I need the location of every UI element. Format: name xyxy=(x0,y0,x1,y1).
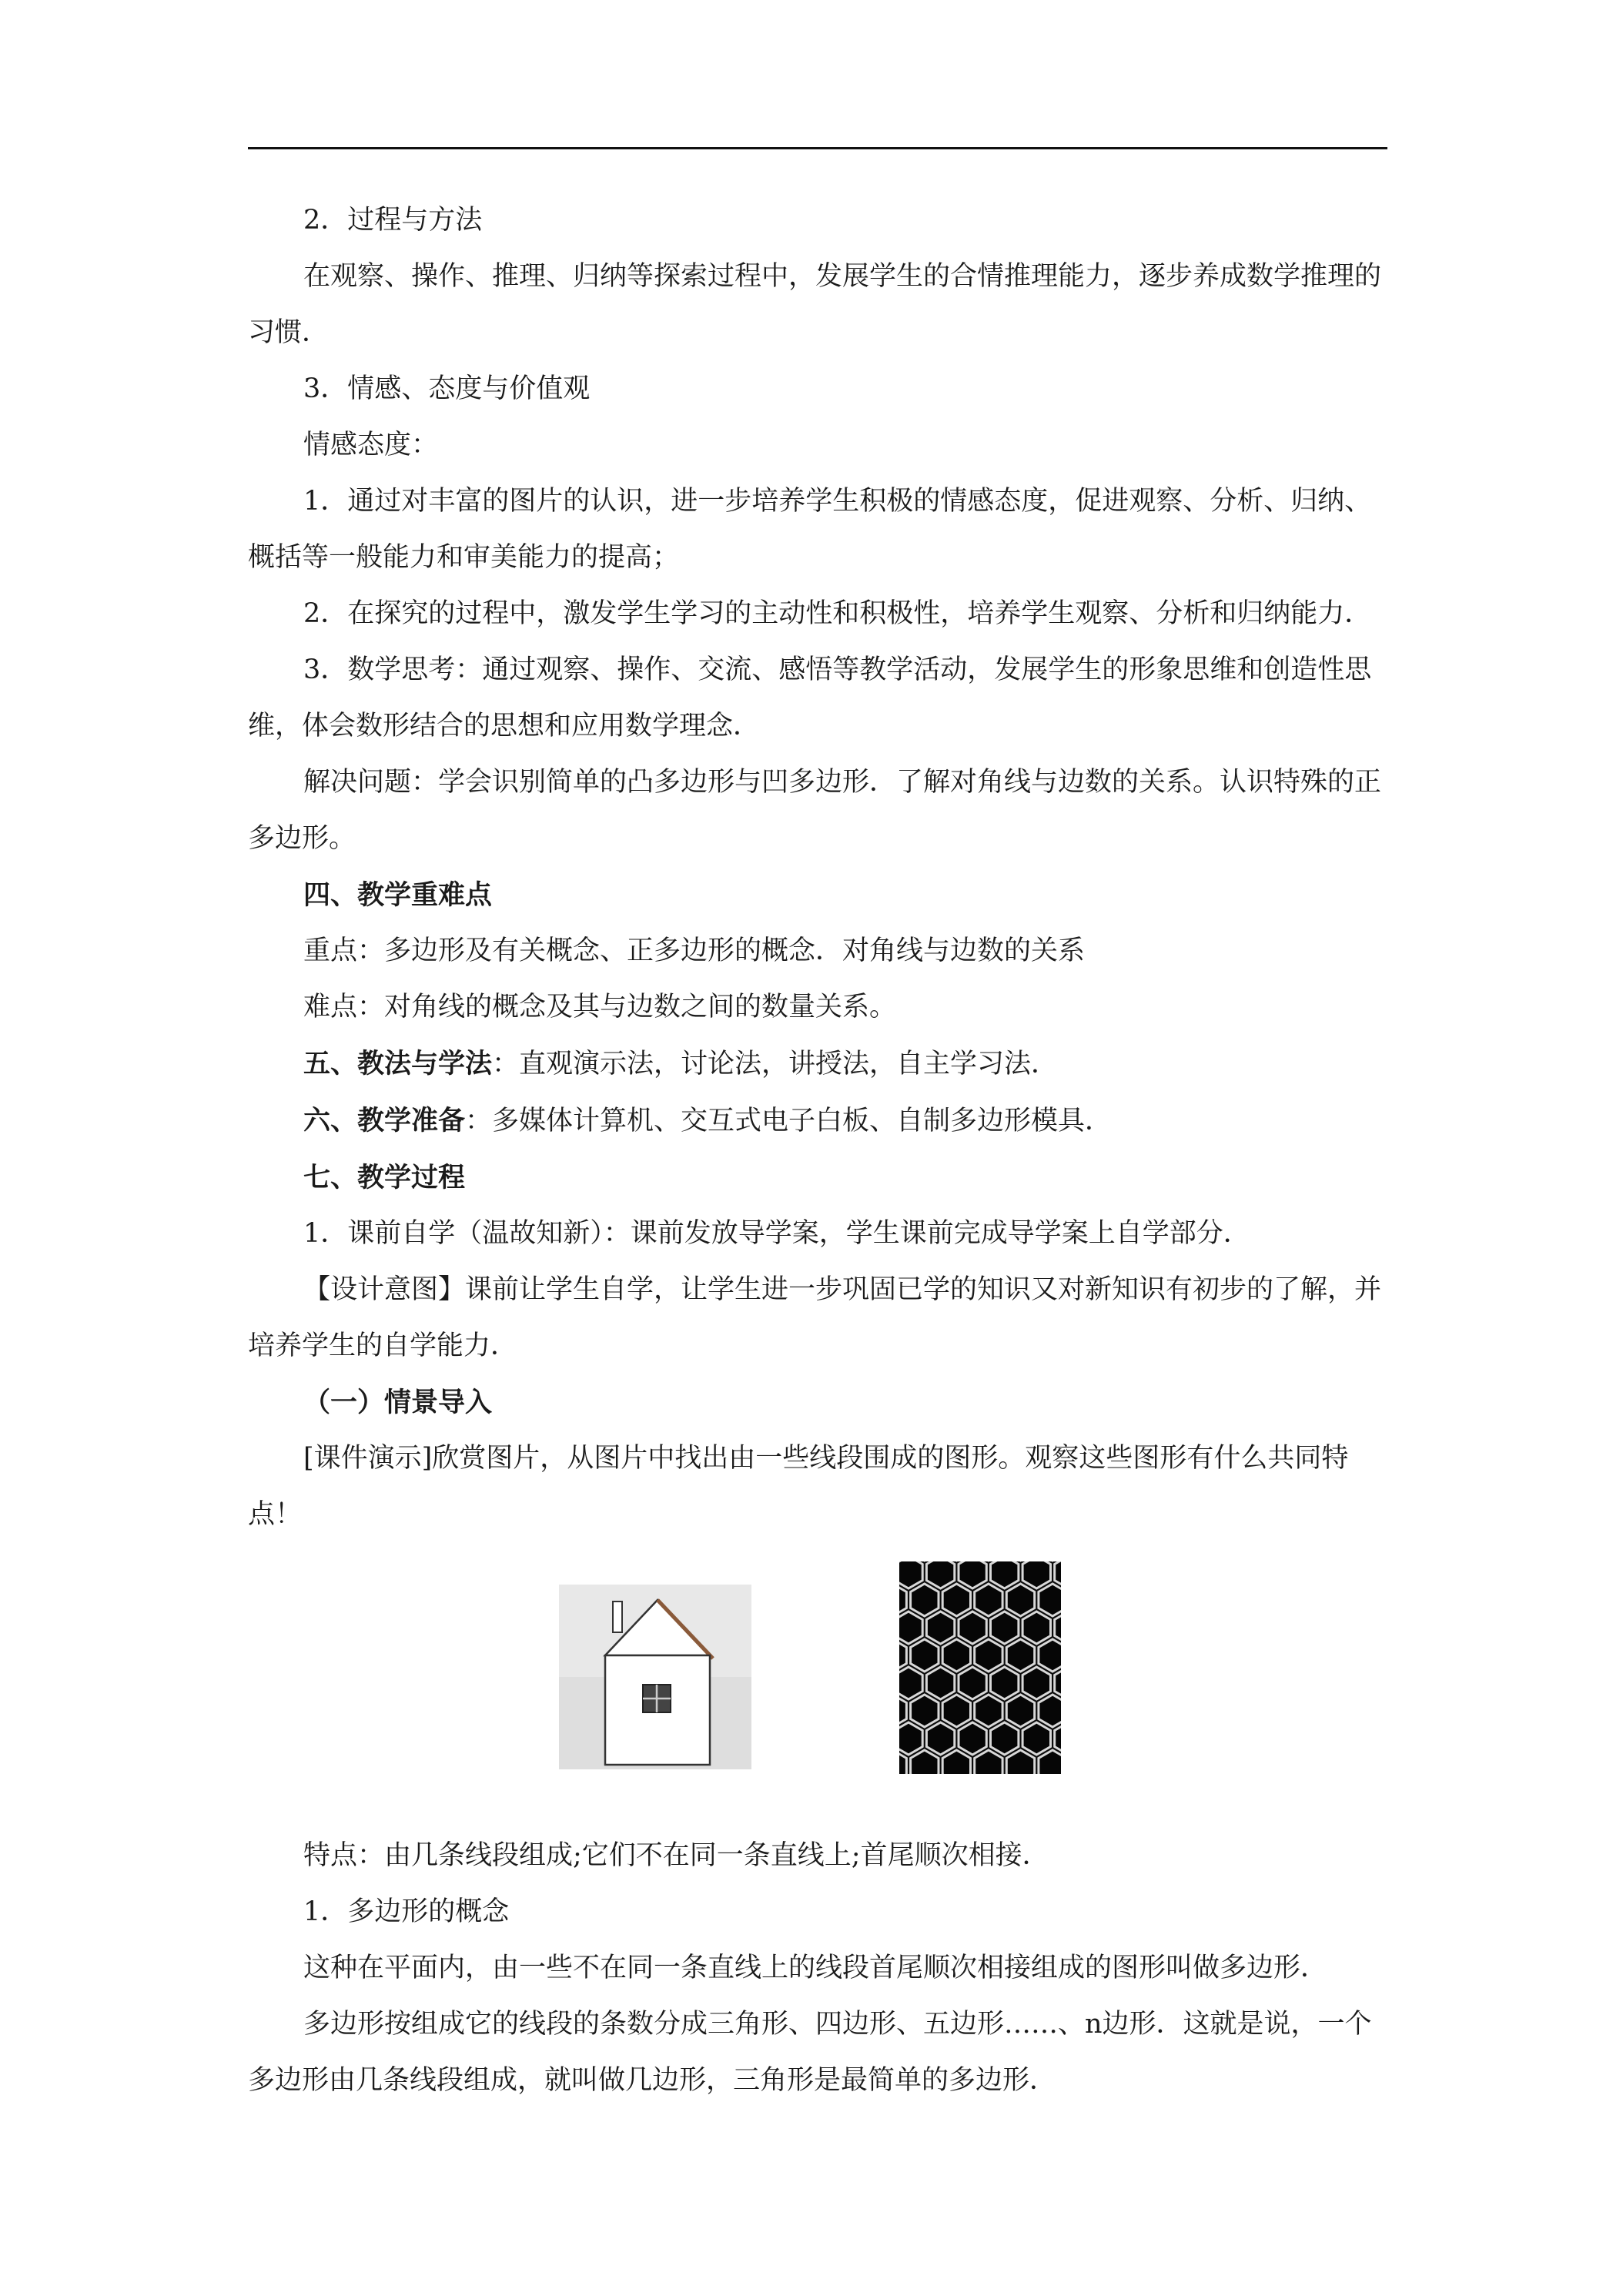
paragraph-courseware-demo: [课件演示]欣赏图片，从图片中找出由一些线段围成的图形。观察这些图形有什么共同特点！ xyxy=(248,1443,1349,1530)
honeycomb-cell xyxy=(991,1722,1019,1755)
honeycomb-cell xyxy=(1022,1612,1050,1644)
honeycomb-cell xyxy=(911,1750,939,1774)
honeycomb-cell xyxy=(991,1561,1019,1588)
honeycomb-cell xyxy=(926,1722,954,1755)
prep-label: 六、教学准备 xyxy=(303,1105,466,1136)
honeycomb-cell xyxy=(1006,1750,1034,1774)
honeycomb-cell xyxy=(1039,1584,1061,1616)
paragraph-math-thinking: 3．数学思考：通过观察、操作、交流、感悟等教学活动，发展学生的形象思维和创造性思维，体会数形结合的思想和应用数学理念． xyxy=(248,654,1372,741)
honeycomb-cell xyxy=(911,1639,939,1672)
paragraph-design-intent: 【设计意图】课前让学生自学，让学生进一步巩固已学的知识又对新知识有初步的了解，并培养学生的自学能力． xyxy=(248,1274,1382,1361)
honeycomb-cell xyxy=(975,1584,1002,1616)
honeycomb-image xyxy=(899,1561,1061,1774)
honeycomb-cell xyxy=(911,1695,939,1727)
honeycomb-cell xyxy=(942,1639,970,1672)
honeycomb-cell xyxy=(899,1584,906,1616)
methods-label: 五、教法与学法 xyxy=(303,1048,493,1079)
heading-emotion-values: 3．情感、态度与价值观 xyxy=(303,373,591,404)
house-image xyxy=(559,1585,751,1769)
heading-polygon-concept: 1．多边形的概念 xyxy=(303,1896,510,1927)
paragraph-pre-class-study: 1．课前自学（温故知新）：课前发放导学案，学生课前完成导学案上自学部分． xyxy=(303,1218,1250,1249)
paragraph-polygon-classification: 多边形按组成它的线段的条数分成三角形、四边形、五边形……、n边形．这就是说，一个多边形由几条线段组成，就叫做几边形，三角形是最简单的多边形． xyxy=(248,2009,1372,2096)
honeycomb-cell xyxy=(1006,1639,1034,1672)
label-emotion-attitude: 情感态度： xyxy=(303,430,439,460)
paragraph-process-method: 在观察、操作、推理、归纳等探索过程中，发展学生的合情推理能力，逐步养成数学推理的习惯． xyxy=(248,261,1382,348)
heading-scenario-intro: （一）情景导入 xyxy=(303,1387,493,1418)
honeycomb-cell xyxy=(899,1561,922,1588)
honeycomb-cell xyxy=(1022,1561,1050,1588)
honeycomb-cell xyxy=(975,1750,1002,1774)
prep-text: ：多媒体计算机、交互式电子白板、自制多边形模具． xyxy=(465,1106,1113,1136)
honeycomb-cell xyxy=(1022,1722,1050,1755)
honeycomb-cell xyxy=(1022,1667,1050,1699)
paragraph-problem-solving: 解决问题：学会识别简单的凸多边形与凹多边形．了解对角线与边数的关系。认识特殊的正多边形。 xyxy=(248,767,1382,854)
figure-row xyxy=(248,1561,1387,1809)
honeycomb-cell xyxy=(911,1584,939,1616)
heading-key-difficult-points: 四、教学重难点 xyxy=(303,879,493,911)
honeycomb-cell xyxy=(926,1561,954,1588)
honeycomb-cell xyxy=(899,1639,906,1672)
honeycomb-cell xyxy=(1055,1722,1061,1755)
heading-teaching-process: 七、教学过程 xyxy=(303,1162,466,1193)
paragraph-polygon-definition: 这种在平面内，由一些不在同一条直线上的线段首尾顺次相接组成的图形叫做多边形． xyxy=(303,1953,1328,1983)
honeycomb-cell xyxy=(1039,1639,1061,1672)
honeycomb-cell xyxy=(1055,1667,1061,1699)
honeycomb-cell xyxy=(975,1695,1002,1727)
honeycomb-cell xyxy=(959,1612,986,1644)
document-body xyxy=(248,192,1387,2109)
honeycomb-cell xyxy=(959,1722,986,1755)
paragraph-emotion-1: 1．通过对丰富的图片的认识，进一步培养学生积极的情感态度，促进观察、分析、归纳、概括等一般能力和审美能力的提高； xyxy=(248,486,1372,573)
heading-process-method: 2．过程与方法 xyxy=(303,205,483,236)
honeycomb-cell xyxy=(1055,1612,1061,1644)
honeycomb-cell xyxy=(926,1612,954,1644)
honeycomb-cell xyxy=(1006,1695,1034,1727)
honeycomb-cell xyxy=(942,1584,970,1616)
honeycomb-cell xyxy=(1039,1750,1061,1774)
paragraph-preparation xyxy=(248,1093,1387,1150)
house-drawing xyxy=(559,1585,751,1769)
header-rule xyxy=(248,147,1387,149)
paragraph-features: 特点：由几条线段组成;它们不在同一条直线上;首尾顺次相接． xyxy=(303,1840,1049,1871)
honeycomb-cell xyxy=(991,1667,1019,1699)
honeycomb-cell xyxy=(926,1667,954,1699)
honeycomb-cell xyxy=(1006,1584,1034,1616)
honeycomb-cell xyxy=(899,1695,906,1727)
honeycomb-cell xyxy=(1039,1695,1061,1727)
honeycomb-cell xyxy=(899,1667,922,1699)
honeycomb-cell xyxy=(899,1722,922,1755)
methods-text: ：直观演示法，讨论法，讲授法，自主学习法． xyxy=(492,1049,1059,1079)
honeycomb-cell xyxy=(899,1612,922,1644)
honeycomb-drawing xyxy=(899,1561,1061,1774)
honeycomb-cell xyxy=(975,1639,1002,1672)
honeycomb-cell xyxy=(942,1750,970,1774)
honeycomb-cell xyxy=(959,1561,986,1588)
paragraph-methods xyxy=(248,1036,1387,1093)
paragraph-key-point: 重点：多边形及有关概念、正多边形的概念．对角线与边数的关系 xyxy=(303,935,1086,966)
honeycomb-cell xyxy=(991,1612,1019,1644)
paragraph-difficult-point: 难点：对角线的概念及其与边数之间的数量关系。 xyxy=(303,992,897,1022)
honeycomb-cell xyxy=(959,1667,986,1699)
honeycomb-cell xyxy=(942,1695,970,1727)
paragraph-emotion-2: 2．在探究的过程中，激发学生学习的主动性和积极性，培养学生观察、分析和归纳能力． xyxy=(303,598,1372,629)
